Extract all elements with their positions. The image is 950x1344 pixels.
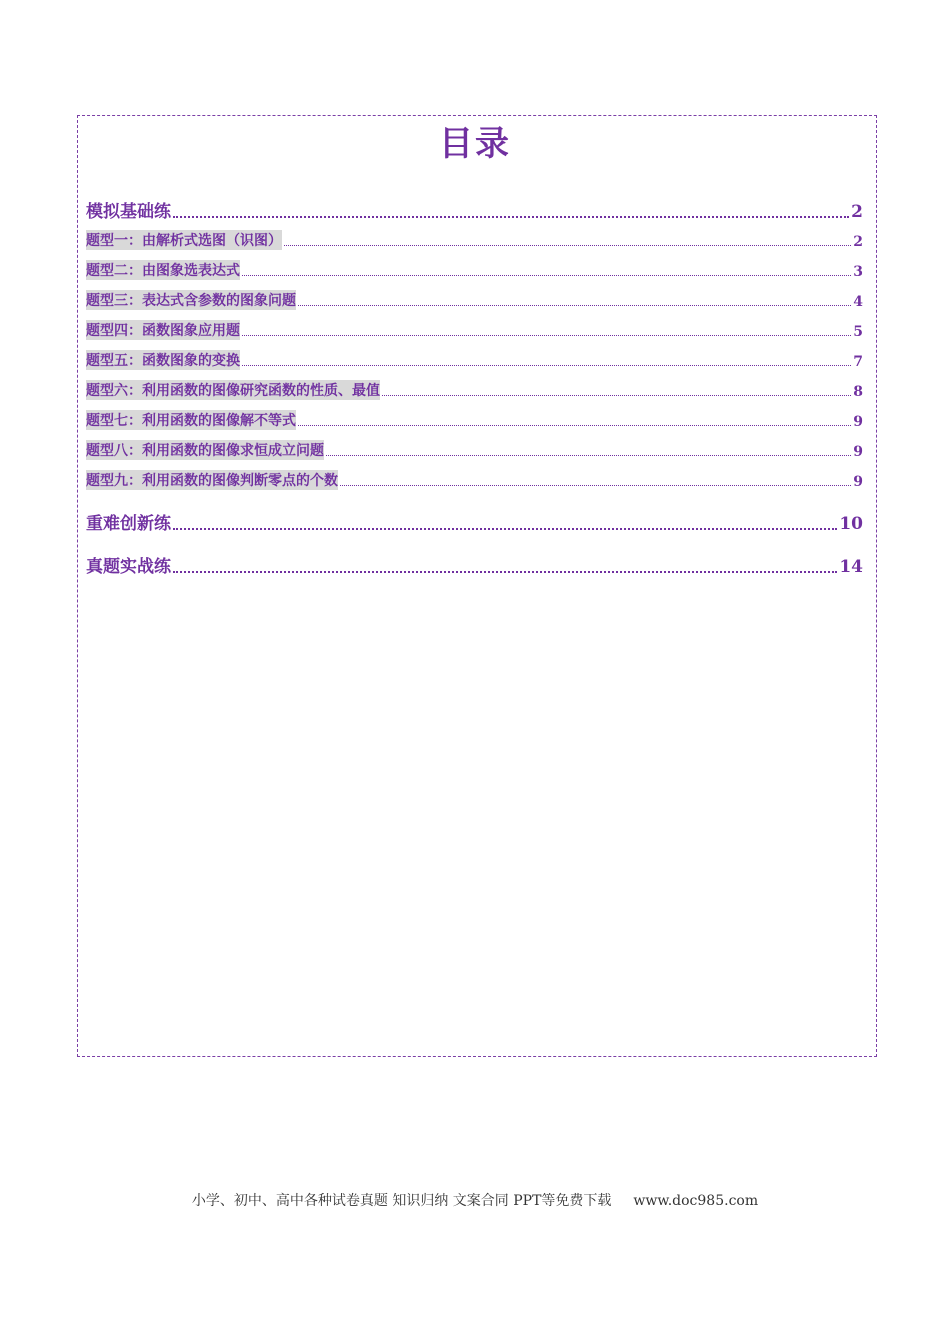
toc-entry-real-exam[interactable] (86, 553, 863, 577)
toc-page-number: 14 (839, 557, 863, 577)
toc-page-number: 9 (853, 444, 863, 460)
toc-entry-label: 题型六：利用函数的图像研究函数的性质、最值 (86, 380, 380, 400)
toc-page-number: 10 (839, 514, 863, 534)
toc-entry-label: 重难创新练 (86, 514, 171, 534)
toc-title: 目录 (439, 124, 511, 164)
toc-page-number: 2 (851, 202, 863, 222)
toc-entry-mock-basic[interactable] (86, 198, 863, 222)
toc-entry-type-9[interactable] (86, 470, 863, 490)
toc-entry-label: 题型一：由解析式选图（识图） (86, 230, 282, 250)
toc-entry-label: 题型八：利用函数的图像求恒成立问题 (86, 440, 324, 460)
toc-entry-label: 题型四：函数图象应用题 (86, 320, 240, 340)
toc-page-number: 5 (853, 324, 863, 340)
toc-page-number: 3 (853, 264, 863, 280)
toc-leader-dots (298, 305, 851, 306)
toc-page-number: 7 (853, 354, 863, 370)
toc-leader-dots (326, 455, 851, 456)
footer-text: 小学、初中、高中各种试卷真题 知识归纳 文案合同 PPT等免费下载 (191, 1193, 612, 1209)
toc-leader-dots (382, 395, 851, 396)
toc-page-number: 4 (853, 294, 863, 310)
toc-entry-type-3[interactable] (86, 290, 863, 310)
toc-page-number: 9 (853, 414, 863, 430)
footer-url[interactable]: www.doc985.com (633, 1193, 759, 1209)
toc-leader-dots (242, 275, 851, 276)
toc-entry-type-7[interactable] (86, 410, 863, 430)
toc-entry-label: 题型二：由图象选表达式 (86, 260, 240, 280)
toc-leader-dots (242, 335, 851, 336)
toc-leader-dots (173, 571, 837, 573)
toc-entry-label: 题型七：利用函数的图像解不等式 (86, 410, 296, 430)
toc-entry-label: 真题实战练 (86, 557, 171, 577)
toc-leader-dots (173, 216, 849, 218)
toc-entry-label: 模拟基础练 (86, 202, 171, 222)
toc-leader-dots (173, 528, 837, 530)
page-footer (0, 1190, 950, 1210)
toc-entry-type-4[interactable] (86, 320, 863, 340)
toc-leader-dots (298, 425, 851, 426)
toc-entry-hard-innovation[interactable] (86, 510, 863, 534)
toc-entry-label: 题型五：函数图象的变换 (86, 350, 240, 370)
toc-entry-type-6[interactable] (86, 380, 863, 400)
toc-page-number: 8 (853, 384, 863, 400)
toc-entry-type-8[interactable] (86, 440, 863, 460)
toc-entry-type-2[interactable] (86, 260, 863, 280)
toc-entry-label: 题型三：表达式含参数的图象问题 (86, 290, 296, 310)
toc-leader-dots (340, 485, 851, 486)
toc-page-number: 9 (853, 474, 863, 490)
toc-entry-label: 题型九：利用函数的图像判断零点的个数 (86, 470, 338, 490)
toc-entry-type-1[interactable] (86, 230, 863, 250)
toc-leader-dots (242, 365, 851, 366)
toc-entry-type-5[interactable] (86, 350, 863, 370)
toc-border (77, 115, 877, 1057)
toc-leader-dots (284, 245, 851, 246)
toc-page-number: 2 (853, 234, 863, 250)
